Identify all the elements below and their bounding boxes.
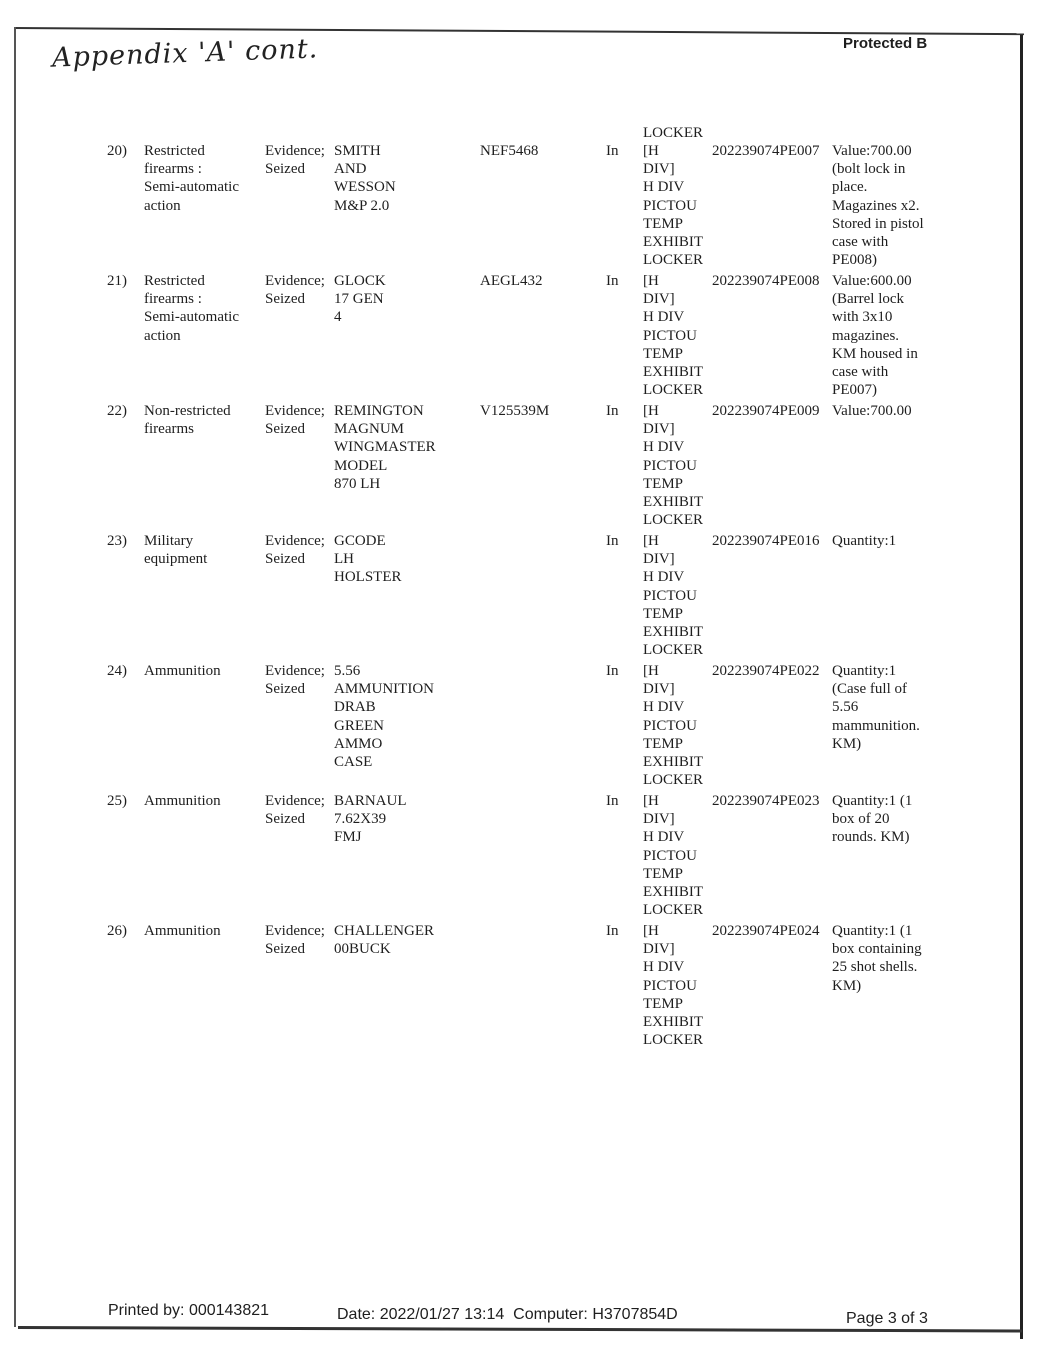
item-in-out: In (606, 273, 619, 289)
item-status: Evidence; Seized (265, 403, 325, 438)
item-location: [H DIV] H DIV PICTOU TEMP EXHIBIT LOCKER (643, 403, 703, 529)
row-number: 20) (107, 143, 127, 159)
item-exhibit-number: 202239074PE023 (712, 793, 820, 809)
locker-continuation: LOCKER (643, 125, 703, 141)
item-serial: V125539M (480, 403, 550, 419)
item-type: Ammunition (144, 923, 221, 939)
item-location: [H DIV] H DIV PICTOU TEMP EXHIBIT LOCKER (643, 663, 703, 789)
item-serial: NEF5468 (480, 143, 539, 159)
row-number: 21) (107, 273, 127, 289)
item-exhibit-number: 202239074PE008 (712, 273, 820, 289)
computer-value: H3707854D (592, 1306, 678, 1323)
classification-label: Protected B (843, 35, 928, 52)
page-border-left (14, 27, 16, 1327)
item-value: Value:700.00 (bolt lock in place. Magazines x2. Stored in pistol case with PE008) (832, 143, 924, 269)
item-value: Quantity:1 (1 box containing 25 shot shells. KM) (832, 923, 922, 994)
item-description: GCODE LH HOLSTER (334, 533, 402, 586)
footer-printed-by (108, 1302, 269, 1320)
printed-by-value: 000143821 (188, 1302, 270, 1319)
page-number: Page 3 of 3 (846, 1310, 928, 1327)
item-exhibit-number: 202239074PE009 (712, 403, 820, 419)
item-status: Evidence; Seized (265, 273, 325, 308)
row-number: 22) (107, 403, 127, 419)
item-description: CHALLENGER 00BUCK (334, 923, 434, 958)
item-location: [H DIV] H DIV PICTOU TEMP EXHIBIT LOCKER (643, 273, 703, 399)
item-type: Ammunition (144, 663, 221, 679)
item-location: [H DIV] H DIV PICTOU TEMP EXHIBIT LOCKER (643, 143, 703, 269)
item-value: Quantity:1 (832, 533, 897, 549)
row-number: 23) (107, 533, 127, 549)
item-value: Value:700.00 (832, 403, 912, 419)
item-exhibit-number: 202239074PE007 (712, 143, 820, 159)
item-location: [H DIV] H DIV PICTOU TEMP EXHIBIT LOCKER (643, 533, 703, 659)
item-status: Evidence; Seized (265, 923, 325, 958)
item-value: Quantity:1 (Case full of 5.56 mammunition. KM) (832, 663, 920, 752)
page-border-right (1020, 35, 1023, 1339)
item-status: Evidence; Seized (265, 663, 325, 698)
item-type: Military equipment (144, 533, 208, 568)
item-description: BARNAUL 7.62X39 FMJ (334, 793, 407, 846)
item-description: REMINGTON MAGNUM WINGMASTER MODEL 870 LH (334, 403, 436, 492)
printed-by-label: Printed by: (108, 1302, 185, 1319)
row-number: 24) (107, 663, 127, 679)
item-description: SMITH AND WESSON M&P 2.0 (334, 143, 396, 214)
item-type: Restricted firearms : Semi-automatic action (144, 273, 239, 344)
item-exhibit-number: 202239074PE016 (712, 533, 820, 549)
computer-label: Computer: (513, 1306, 588, 1323)
item-description: 5.56 AMMUNITION DRAB GREEN AMMO CASE (334, 663, 434, 771)
item-description: GLOCK 17 GEN 4 (334, 273, 386, 326)
item-type: Ammunition (144, 793, 221, 809)
item-location: [H DIV] H DIV PICTOU TEMP EXHIBIT LOCKER (643, 793, 703, 919)
item-in-out: In (606, 403, 619, 419)
handwritten-annotation: Appendix 'A' cont. (51, 33, 319, 74)
date-value: 2022/01/27 13:14 (379, 1306, 505, 1323)
row-number: 25) (107, 793, 127, 809)
item-value: Value:600.00 (Barrel lock with 3x10 magazines. KM housed in case with PE007) (832, 273, 918, 399)
item-exhibit-number: 202239074PE022 (712, 663, 820, 679)
item-in-out: In (606, 533, 619, 549)
item-in-out: In (606, 663, 619, 679)
item-location: [H DIV] H DIV PICTOU TEMP EXHIBIT LOCKER (643, 923, 703, 1049)
item-in-out: In (606, 143, 619, 159)
item-status: Evidence; Seized (265, 793, 325, 828)
page-border-top (14, 27, 1024, 35)
item-status: Evidence; Seized (265, 143, 325, 178)
item-in-out: In (606, 793, 619, 809)
item-type: Non-restricted firearms (144, 403, 231, 438)
footer-date-computer (337, 1306, 678, 1324)
item-exhibit-number: 202239074PE024 (712, 923, 820, 939)
item-serial: AEGL432 (480, 273, 543, 289)
item-in-out: In (606, 923, 619, 939)
item-status: Evidence; Seized (265, 533, 325, 568)
item-type: Restricted firearms : Semi-automatic action (144, 143, 239, 214)
date-label: Date: (337, 1306, 376, 1323)
item-value: Quantity:1 (1 box of 20 rounds. KM) (832, 793, 913, 846)
row-number: 26) (107, 923, 127, 939)
